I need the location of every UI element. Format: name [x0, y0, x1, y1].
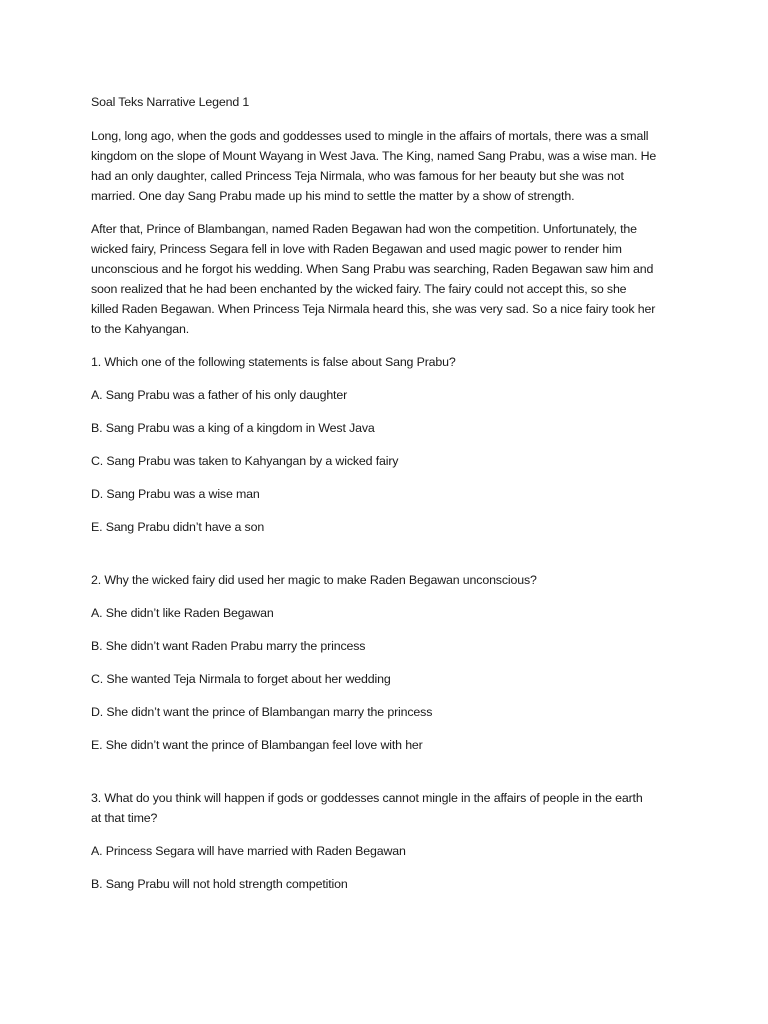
paragraph-line: unconscious and he forgot his wedding. When Sang Prabu was searching, Raden Begawan saw him and [91, 262, 654, 276]
question-3-option-a: A. Princess Segara will have married with Raden Begawan [91, 844, 406, 858]
question-1-option-e: E. Sang Prabu didn’t have a son [91, 520, 265, 534]
spacer [91, 550, 681, 570]
question-line: at that time? [91, 811, 158, 825]
question-2-option-b: B. She didn’t want Raden Prabu marry the princess [91, 639, 366, 653]
question-2-option-c: C. She wanted Teja Nirmala to forget about her wedding [91, 672, 391, 686]
question-1-option-b: B. Sang Prabu was a king of a kingdom in West Java [91, 421, 375, 435]
paragraph-line: kingdom on the slope of Mount Wayang in West Java. The King, named Sang Prabu, was a wise man. He [91, 149, 657, 163]
question-2-option-d: D. She didn’t want the prince of Blambangan marry the princess [91, 705, 433, 719]
question-line: 3. What do you think will happen if gods or goddesses cannot mingle in the affairs of people in the earth [91, 791, 643, 805]
question-1-option-a: A. Sang Prabu was a father of his only daughter [91, 388, 348, 402]
paragraph-line: had an only daughter, called Princess Teja Nirmala, who was famous for her beauty but she was not [91, 169, 624, 183]
question-2-option-e: E. She didn’t want the prince of Blambangan feel love with her [91, 738, 423, 752]
question-1-option-c: C. Sang Prabu was taken to Kahyangan by a wicked fairy [91, 454, 399, 468]
story-paragraph-1 [91, 126, 681, 206]
paragraph-line: killed Raden Begawan. When Princess Teja Nirmala heard this, she was very sad. So a nice fairy took her [91, 302, 656, 316]
question-3-text [91, 788, 681, 828]
paragraph-line: to the Kahyangan. [91, 322, 190, 336]
paragraph-line: married. One day Sang Prabu made up his mind to settle the matter by a show of strength. [91, 189, 575, 203]
story-paragraph-2 [91, 219, 681, 339]
question-1-option-d: D. Sang Prabu was a wise man [91, 487, 260, 501]
spacer [91, 768, 681, 788]
question-3-option-b: B. Sang Prabu will not hold strength competition [91, 877, 348, 891]
question-2-option-a: A. She didn’t like Raden Begawan [91, 606, 274, 620]
question-1-text: 1. Which one of the following statements is false about Sang Prabu? [91, 355, 456, 369]
paragraph-line: Long, long ago, when the gods and goddesses used to mingle in the affairs of mortals, there was a small [91, 129, 649, 143]
paragraph-line: wicked fairy, Princess Segara fell in love with Raden Begawan and used magic power to render him [91, 242, 622, 256]
document-title: Soal Teks Narrative Legend 1 [91, 95, 250, 109]
paragraph-line: After that, Prince of Blambangan, named Raden Begawan had won the competition. Unfortunately, the [91, 222, 637, 236]
question-2-text: 2. Why the wicked fairy did used her magic to make Raden Begawan unconscious? [91, 573, 537, 587]
paragraph-line: soon realized that he had been enchanted by the wicked fairy. The fairy could not accept this, so she [91, 282, 627, 296]
document-content [91, 92, 681, 907]
